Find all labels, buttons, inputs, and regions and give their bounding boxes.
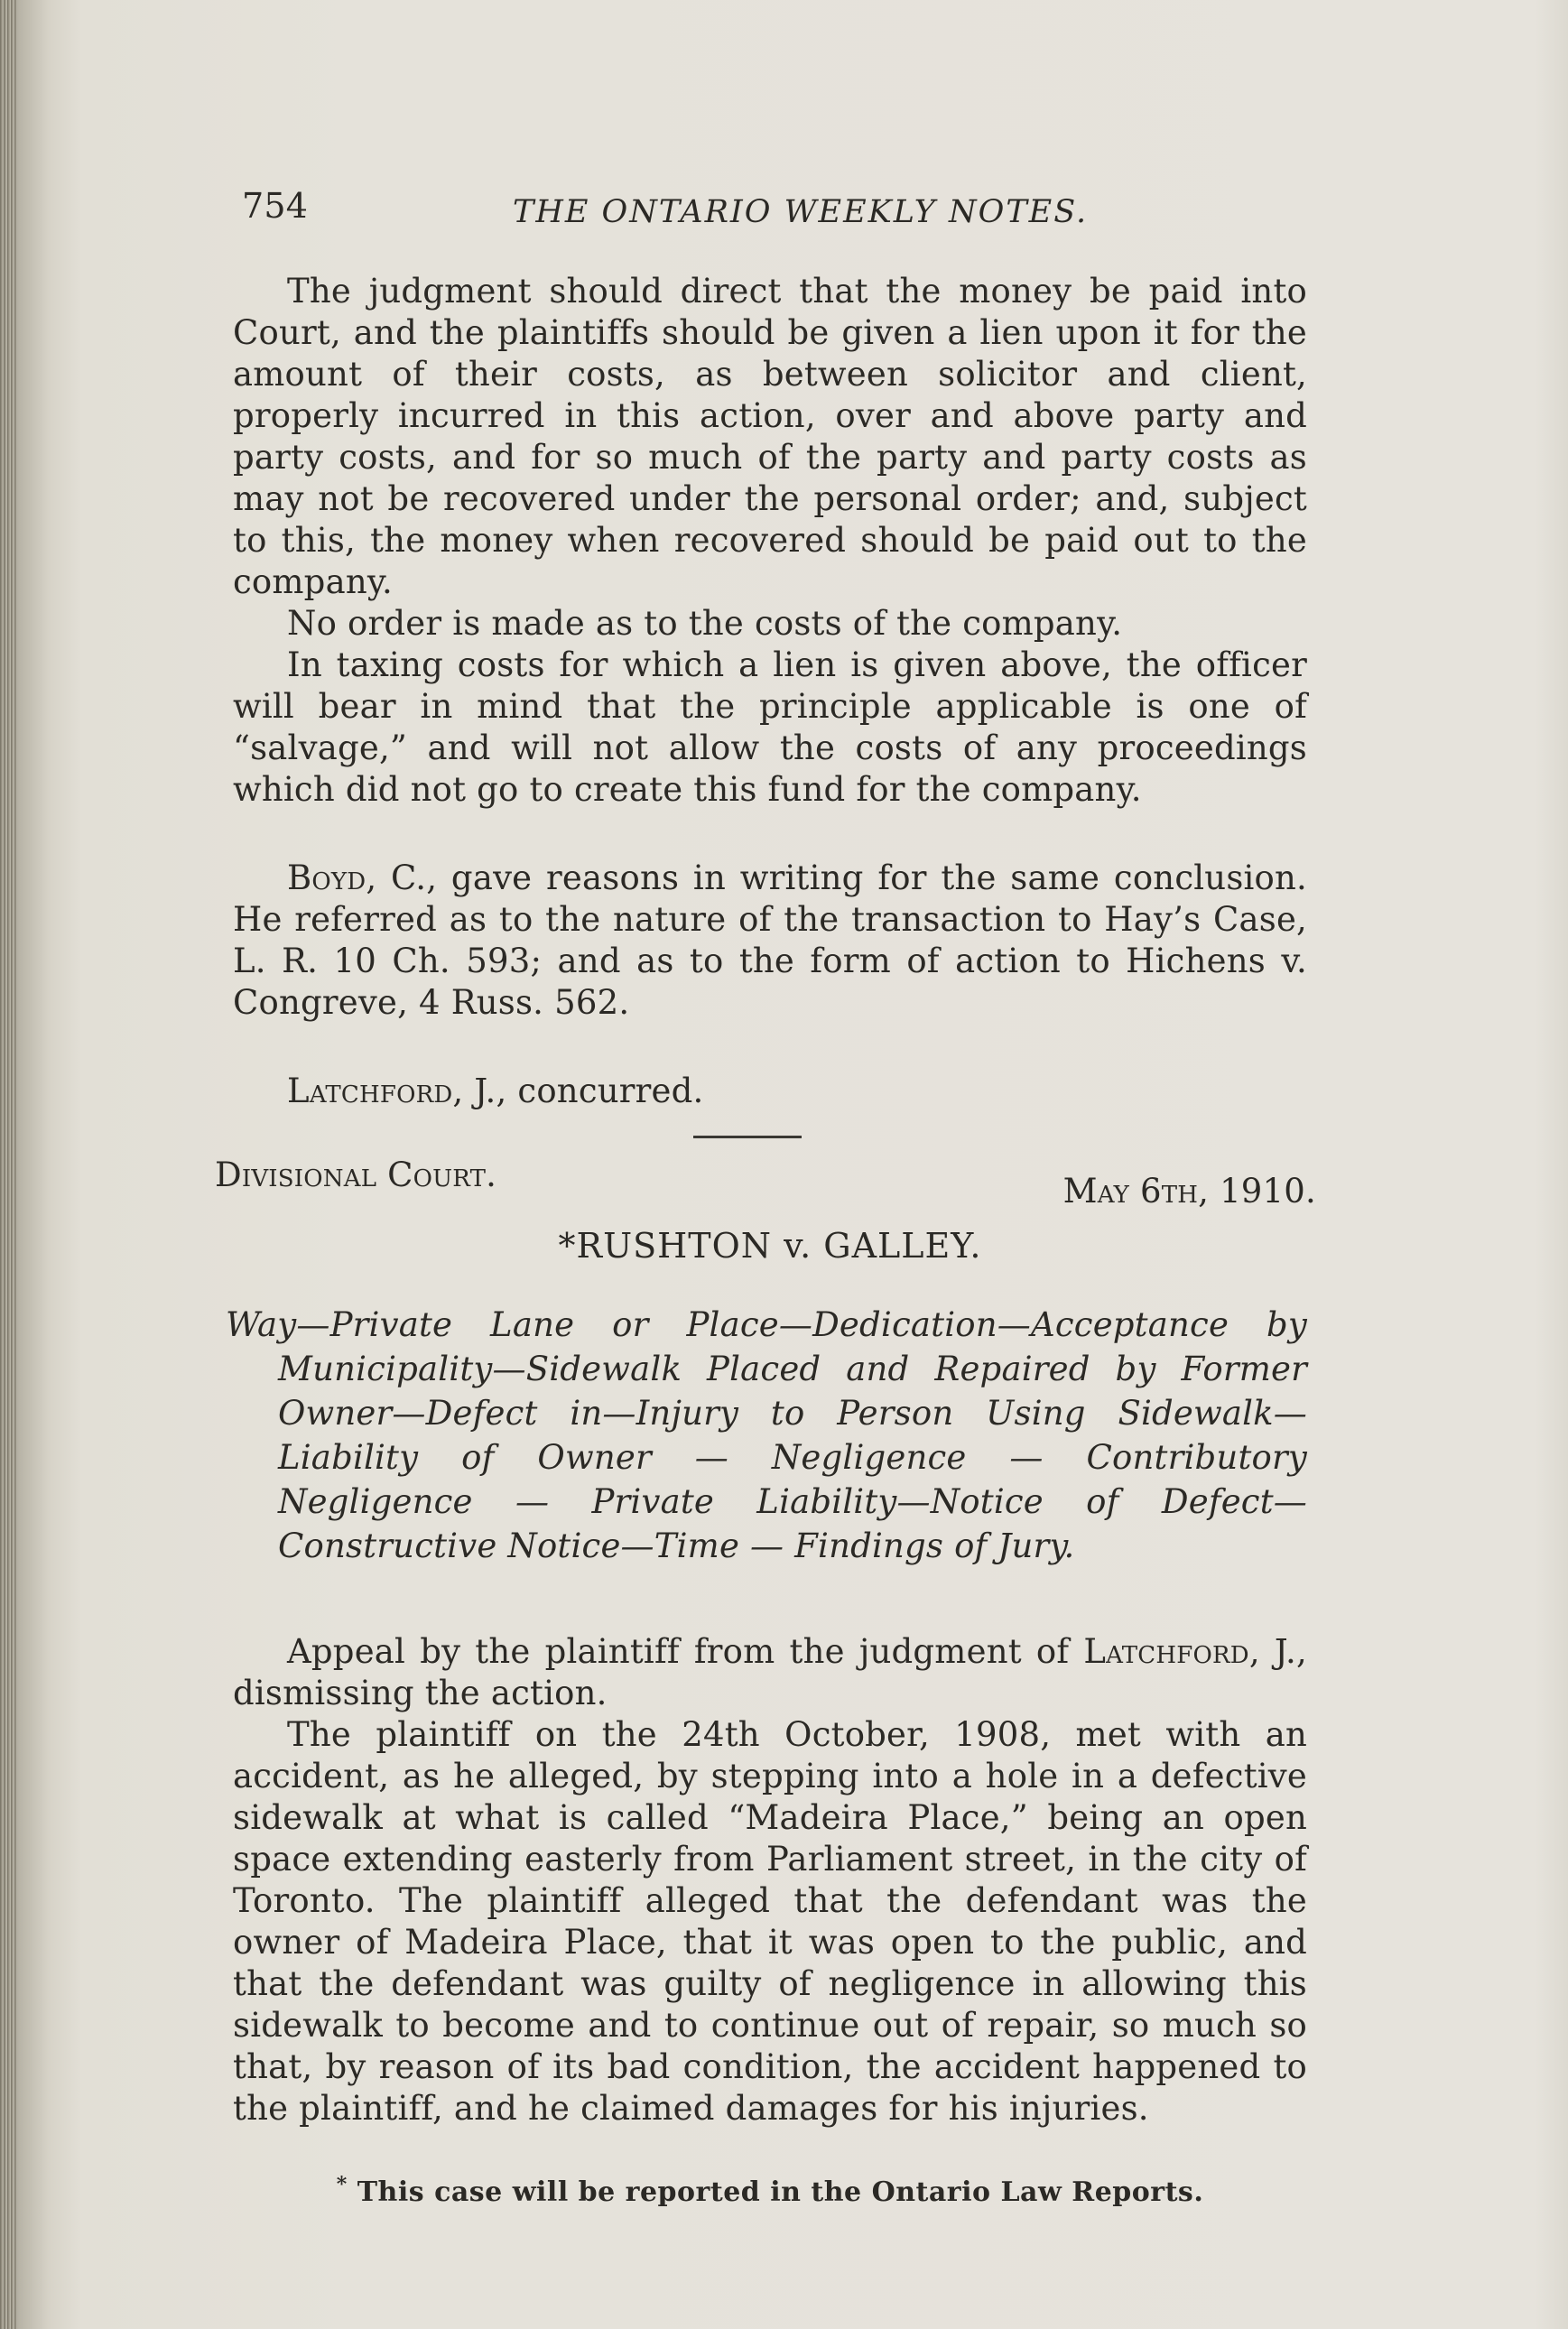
paragraph-judgment: The judgment should direct that the money be paid into Court, and the plaintiffs should be given a lien upon it for the amount of their costs, as between solicitor and client, properly incurred in this action, over and above party and party costs, and for so much of the party and party costs as may not be recovered under the personal order; and, subject to this, the money when recovered should be paid out to the company. bbox=[233, 272, 1307, 601]
page-content bbox=[215, 181, 1316, 2213]
footnote bbox=[233, 2164, 1307, 2213]
court-name: Divisional Court. bbox=[215, 1155, 497, 1194]
book-spine-edge bbox=[0, 0, 16, 2329]
judge-name-latchford: Latchford, J. bbox=[287, 1072, 496, 1110]
footnote-marker: * bbox=[336, 2173, 348, 2196]
judge-name-latchford-appeal: Latchford, J. bbox=[1083, 1632, 1297, 1671]
judge-name-boyd: Boyd, C. bbox=[287, 858, 427, 897]
paragraph-taxing-costs: In taxing costs for which a lien is given above, the officer will bear in mind that the principle applicable is one of “salvage,” and will not allow the costs of any proceedings which did not go to create this fund for the company. bbox=[233, 645, 1307, 809]
appeal-text-after: , dismissing the action. bbox=[233, 1632, 1307, 1712]
running-head bbox=[233, 181, 1307, 244]
court-line bbox=[215, 1155, 1316, 1211]
paragraph-boyd bbox=[233, 858, 1307, 1024]
court-date: May 6th, 1910. bbox=[1062, 1172, 1316, 1211]
boyd-text: , gave reasons in writing for the same conclusion. He referred as to the nature of the transaction to Hay’s Case, L. R. 10 Ch. 593; and as to the form of action to Hichens v. Congreve, 4 Russ. 562. bbox=[233, 858, 1308, 1022]
appeal-text-before: Appeal by the plaintiff from the judgment of bbox=[287, 1632, 1084, 1671]
headnote: Way—Private Lane or Place—Dedication—Acceptance by Municipality—Sidewalk Placed and Repaired by Former Owner—Defect in—Injury to Person Using Sidewalk—Liability of Owner — Negligence — Contributory Negligence — Private Liability—Notice of Defect—Constructive Notice—Time — Findings of Jury. bbox=[226, 1305, 1307, 1565]
journal-title: THE ONTARIO WEEKLY NOTES. bbox=[513, 194, 1089, 230]
paragraph-appeal bbox=[233, 1631, 1307, 1714]
paragraph-latchford bbox=[233, 1071, 1307, 1112]
section-divider bbox=[693, 1136, 802, 1138]
case-title: *RUSHTON v. GALLEY. bbox=[558, 1226, 982, 1266]
paragraph-no-order: No order is made as to the costs of the company. bbox=[287, 604, 1123, 643]
paragraph-facts: The plaintiff on the 24th October, 1908, met with an accident, as he alleged, by stepping into a hole in a defective sidewalk at what is called “Madeira Place,” being an open space extending easterly from Parliament street, in the city of Toronto. The plaintiff alleged that the defendant was the owner of Madeira Place, that it was open to the public, and that the defendant was guilty of negligence in allowing this sidewalk to become and to continue out of repair, so much so that, by reason of its bad condition, the accident happened to the plaintiff, and he claimed damages for his injuries. bbox=[233, 1715, 1307, 2128]
page-number: 754 bbox=[242, 186, 309, 226]
latchford-text: , concurred. bbox=[496, 1072, 704, 1110]
footnote-text: This case will be reported in the Ontario Law Reports. bbox=[357, 2176, 1204, 2208]
